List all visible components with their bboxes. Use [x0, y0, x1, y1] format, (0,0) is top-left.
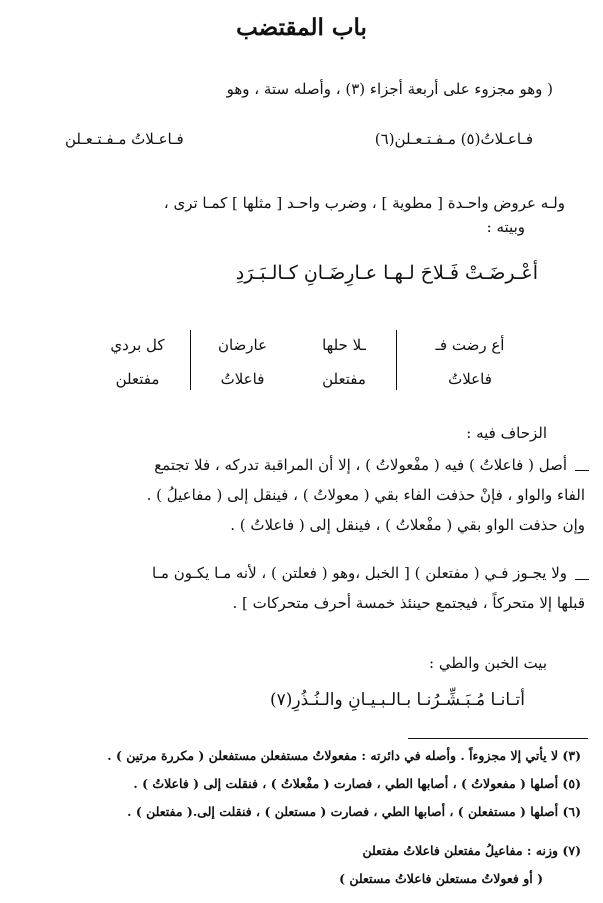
scansion-col3-top: عارضان	[217, 336, 268, 354]
example-heading: بيت الخبن والطي :	[429, 654, 547, 672]
scansion-divider-2	[190, 330, 191, 390]
meter-right: فـاعـلاتُ مـفـتـعـلن	[65, 130, 184, 148]
intro-line-1: ( وهو مجزوء على أربعة أجزاء (٣) ، وأصله ستة ، وهو	[226, 80, 553, 98]
example-verse: أتـانـا مُـبَـشِّـرُنـا بـالـبـيـانِ والـنُـذُرِ(٧)	[269, 690, 525, 710]
footnote-divider	[408, 738, 588, 739]
scansion-col1-top: أع رضت فـ	[435, 336, 505, 354]
dash-marker	[575, 470, 589, 471]
zihaf-p1-line3: وإن حذفت الواو بقي ( مفْعلاتُ ) ، فينقل إلى ( فاعلاتُ ) .	[230, 516, 585, 534]
footnote-7-line2: ( أو فعولاتُ مستعلن فاعلاتُ مستعلن )	[339, 871, 543, 886]
dash-marker	[575, 579, 589, 580]
footnote-3: (٣) لا يأتي إلا مجزوءاً . وأصله في دائرته : مفعولاتُ مستفعلن مستفعلن ( مكررة مرتين ) .	[107, 748, 581, 763]
scansion-col4-top: كل بردي	[110, 336, 165, 354]
footnote-6: (٦) أصلها ( مستفعلن ) ، أصابها الطي ، فصارت ( مستعلن ) ، فنقلت إلى.( مفتعلن ) .	[127, 804, 581, 819]
intro-line-3: ولـه عروض واحـدة [ مطوية ] ، وضرب واحـد [ مثلها ] كمـا ترى ،	[163, 194, 565, 212]
meter-left: فـاعـلاتُ(٥) مـفـتـعـلن(٦)	[374, 130, 533, 148]
footnote-7-line1: (٧) وزنه : مفاعيلُ مفتعلن فاعلاتُ مفتعلن	[362, 843, 581, 858]
scansion-col4-bottom: مفتعلن	[115, 370, 160, 388]
scansion-col1-bottom: فاعلاتُ	[448, 370, 492, 388]
footnote-5: (٥) أصلها ( مفعولاتُ ) ، أصابها الطي ، فصارت ( مفْعلاتُ ) ، فنقلت إلى ( فاعلاتُ ) .	[133, 776, 581, 791]
scansion-col3-bottom: فاعلاتُ	[220, 370, 265, 388]
zihaf-heading: الزحاف فيه :	[466, 424, 547, 442]
zihaf-p1-line2: الفاء والواو ، فإنْ حذفت الفاء بقي ( معولاتُ ) ، فينقل إلى ( مفاعيلُ ) .	[146, 486, 585, 504]
scansion-col2-bottom: مفتعلن	[322, 370, 366, 388]
zihaf-p2-line2: قبلها إلا متحركاً ، فيجتمع حينئذ خمسة أحرف متحركات ] .	[232, 594, 585, 612]
zihaf-p2-line1: ولا يجـوز فـي ( مفتعلن ) [ الخبل ،وهو ( فعلتن ) ، لأنه مـا يكـون مـا	[151, 564, 567, 582]
scansion-col2-top: ـلا حلها	[322, 336, 366, 354]
page-title: باب المقتضب	[236, 14, 367, 41]
intro-line-4: وبيته :	[486, 218, 525, 236]
zihaf-p1-line1: أصل ( فاعلاتُ ) فيه ( مفْعولاتُ ) ، إلا أن المراقبة تدركه ، فلا تجتمع	[154, 456, 567, 474]
verse-line: أعْـرضَـتْ فَـلاحَ لـهـا عـارِضَـانِ كـالـبَـرَدِ	[235, 262, 538, 284]
scansion-divider-1	[396, 330, 397, 390]
